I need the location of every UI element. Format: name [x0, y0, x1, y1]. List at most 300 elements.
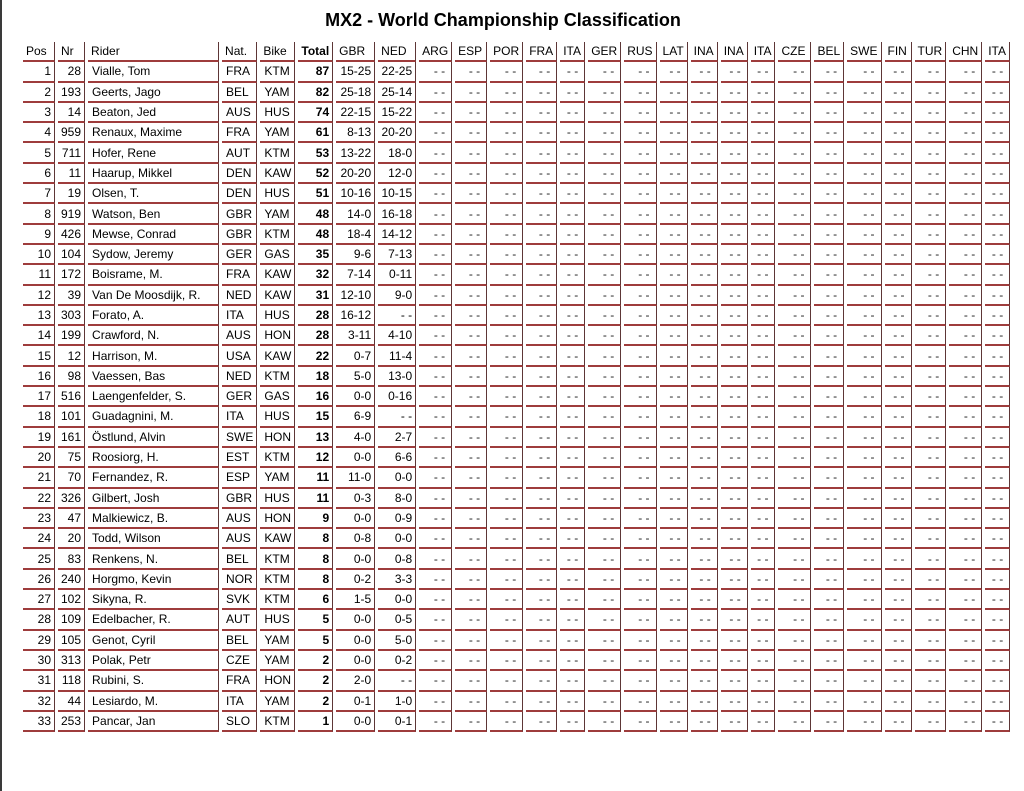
- cell-ina: - -: [691, 346, 718, 366]
- cell-fin: - -: [885, 407, 912, 427]
- cell-ger: - -: [588, 590, 621, 610]
- cell-nr: 516: [58, 387, 85, 407]
- table-row: [23, 468, 1010, 488]
- cell-ger: - -: [588, 610, 621, 630]
- cell-lat: - -: [660, 671, 688, 691]
- cell-bel: - -: [814, 407, 844, 427]
- cell-rider: Forato, A.: [88, 306, 219, 326]
- cell-ger: - -: [588, 387, 621, 407]
- cell-por: - -: [490, 306, 523, 326]
- cell-por: - -: [490, 590, 523, 610]
- cell-ned: 0-9: [378, 509, 416, 529]
- cell-tur: - -: [915, 265, 947, 285]
- cell-cze: - -: [778, 265, 811, 285]
- cell-ita: - -: [985, 529, 1010, 549]
- column-header-rider: Rider: [88, 42, 219, 62]
- cell-ned: 2-7: [378, 428, 416, 448]
- cell-rus: - -: [624, 468, 656, 488]
- cell-arg: - -: [419, 610, 452, 630]
- cell-ina: - -: [721, 529, 748, 549]
- cell-tur: - -: [915, 407, 947, 427]
- cell-ina: - -: [721, 448, 748, 468]
- cell-tur: - -: [915, 692, 947, 712]
- cell-ita: - -: [985, 651, 1010, 671]
- table-row: [23, 346, 1010, 366]
- cell-ita: - -: [985, 387, 1010, 407]
- cell-ned: 0-16: [378, 387, 416, 407]
- cell-lat: - -: [660, 306, 688, 326]
- cell-ita: - -: [985, 712, 1010, 732]
- cell-cze: - -: [778, 529, 811, 549]
- cell-tur: - -: [915, 306, 947, 326]
- cell-ita: - -: [560, 143, 585, 163]
- cell-ina: - -: [721, 407, 748, 427]
- cell-ita: - -: [560, 407, 585, 427]
- cell-ned: 0-0: [378, 529, 416, 549]
- table-row: [23, 570, 1010, 590]
- cell-ina: - -: [721, 651, 748, 671]
- cell-esp: - -: [455, 529, 487, 549]
- cell-ned: 12-0: [378, 164, 416, 184]
- cell-ita: - -: [985, 549, 1010, 569]
- table-row: [23, 448, 1010, 468]
- cell-swe: - -: [847, 204, 881, 224]
- cell-nat: BEL: [222, 549, 257, 569]
- cell-rider: Vialle, Tom: [88, 62, 219, 82]
- cell-fin: - -: [885, 346, 912, 366]
- cell-tur: - -: [915, 367, 947, 387]
- cell-rus: - -: [624, 306, 656, 326]
- cell-ita: - -: [751, 346, 776, 366]
- cell-cze: - -: [778, 509, 811, 529]
- cell-nr: 109: [58, 610, 85, 630]
- cell-tur: - -: [915, 651, 947, 671]
- column-header-rus: RUS: [624, 42, 656, 62]
- cell-chn: - -: [949, 225, 982, 245]
- cell-ina: - -: [691, 367, 718, 387]
- cell-chn: - -: [949, 671, 982, 691]
- cell-esp: - -: [455, 671, 487, 691]
- cell-ina: - -: [691, 225, 718, 245]
- cell-fra: - -: [526, 204, 557, 224]
- cell-ina: - -: [691, 610, 718, 630]
- cell-ger: - -: [588, 671, 621, 691]
- cell-lat: - -: [660, 610, 688, 630]
- cell-fra: - -: [526, 346, 557, 366]
- cell-ned: 1-0: [378, 692, 416, 712]
- cell-cze: - -: [778, 549, 811, 569]
- cell-gbr: 8-13: [336, 123, 375, 143]
- cell-swe: - -: [847, 346, 881, 366]
- cell-nr: 326: [58, 489, 85, 509]
- cell-ita: - -: [751, 326, 776, 346]
- cell-gbr: 16-12: [336, 306, 375, 326]
- cell-ina: - -: [691, 245, 718, 265]
- cell-nat: GER: [222, 387, 257, 407]
- cell-pos: 32: [23, 692, 55, 712]
- cell-pos: 28: [23, 610, 55, 630]
- cell-total: 28: [298, 326, 333, 346]
- cell-esp: - -: [455, 143, 487, 163]
- cell-bike: YAM: [260, 83, 295, 103]
- cell-ned: 14-12: [378, 225, 416, 245]
- cell-swe: - -: [847, 407, 881, 427]
- cell-nat: AUT: [222, 610, 257, 630]
- cell-esp: - -: [455, 62, 487, 82]
- cell-por: - -: [490, 692, 523, 712]
- cell-rider: Crawford, N.: [88, 326, 219, 346]
- cell-ina: - -: [721, 549, 748, 569]
- cell-total: 28: [298, 306, 333, 326]
- table-row: [23, 103, 1010, 123]
- cell-cze: - -: [778, 468, 811, 488]
- table-row: [23, 631, 1010, 651]
- cell-por: - -: [490, 204, 523, 224]
- cell-ita: - -: [751, 671, 776, 691]
- column-header-total: Total: [298, 42, 333, 62]
- cell-ina: - -: [691, 631, 718, 651]
- cell-chn: - -: [949, 489, 982, 509]
- cell-tur: - -: [915, 549, 947, 569]
- cell-ger: - -: [588, 204, 621, 224]
- cell-bel: - -: [814, 448, 844, 468]
- cell-nr: 161: [58, 428, 85, 448]
- cell-ned: 4-10: [378, 326, 416, 346]
- cell-tur: - -: [915, 570, 947, 590]
- cell-ina: - -: [691, 671, 718, 691]
- cell-rider: Malkiewicz, B.: [88, 509, 219, 529]
- table-row: [23, 549, 1010, 569]
- cell-rider: Olsen, T.: [88, 184, 219, 204]
- cell-rus: - -: [624, 326, 656, 346]
- cell-fra: - -: [526, 692, 557, 712]
- cell-ita: - -: [985, 407, 1010, 427]
- cell-nat: GBR: [222, 225, 257, 245]
- cell-bike: HON: [260, 509, 295, 529]
- cell-esp: - -: [455, 692, 487, 712]
- cell-bike: HON: [260, 326, 295, 346]
- cell-pos: 4: [23, 123, 55, 143]
- column-header-nr: Nr: [58, 42, 85, 62]
- cell-por: - -: [490, 265, 523, 285]
- cell-lat: - -: [660, 489, 688, 509]
- cell-rider: Todd, Wilson: [88, 529, 219, 549]
- cell-rider: Hofer, Rene: [88, 143, 219, 163]
- cell-nat: SVK: [222, 590, 257, 610]
- cell-ita: - -: [985, 448, 1010, 468]
- cell-ger: - -: [588, 225, 621, 245]
- cell-por: - -: [490, 62, 523, 82]
- column-header-cze: CZE: [778, 42, 811, 62]
- cell-ina: - -: [721, 326, 748, 346]
- cell-cze: - -: [778, 346, 811, 366]
- cell-rus: - -: [624, 123, 656, 143]
- cell-fra: - -: [526, 489, 557, 509]
- cell-chn: - -: [949, 346, 982, 366]
- cell-bike: YAM: [260, 123, 295, 143]
- cell-pos: 23: [23, 509, 55, 529]
- cell-arg: - -: [419, 286, 452, 306]
- cell-por: - -: [490, 123, 523, 143]
- cell-esp: - -: [455, 509, 487, 529]
- cell-rus: - -: [624, 692, 656, 712]
- cell-fin: - -: [885, 265, 912, 285]
- cell-gbr: 6-9: [336, 407, 375, 427]
- cell-bel: - -: [814, 225, 844, 245]
- cell-ita: - -: [751, 204, 776, 224]
- cell-por: - -: [490, 509, 523, 529]
- cell-ned: 5-0: [378, 631, 416, 651]
- cell-rider: Horgmo, Kevin: [88, 570, 219, 590]
- cell-ina: - -: [691, 570, 718, 590]
- cell-nr: 193: [58, 83, 85, 103]
- cell-bike: KAW: [260, 529, 295, 549]
- cell-ita: - -: [751, 387, 776, 407]
- cell-cze: - -: [778, 448, 811, 468]
- cell-pos: 33: [23, 712, 55, 732]
- cell-ned: 0-8: [378, 549, 416, 569]
- cell-pos: 22: [23, 489, 55, 509]
- cell-ger: - -: [588, 62, 621, 82]
- cell-gbr: 20-20: [336, 164, 375, 184]
- cell-chn: - -: [949, 245, 982, 265]
- cell-pos: 18: [23, 407, 55, 427]
- cell-gbr: 10-16: [336, 184, 375, 204]
- cell-swe: - -: [847, 225, 881, 245]
- cell-ita: - -: [560, 671, 585, 691]
- cell-total: 8: [298, 529, 333, 549]
- cell-rus: - -: [624, 610, 656, 630]
- cell-fin: - -: [885, 184, 912, 204]
- table-row: [23, 265, 1010, 285]
- cell-nr: 118: [58, 671, 85, 691]
- cell-nr: 104: [58, 245, 85, 265]
- cell-rider: Östlund, Alvin: [88, 428, 219, 448]
- cell-nr: 11: [58, 164, 85, 184]
- cell-ger: - -: [588, 367, 621, 387]
- cell-bike: HUS: [260, 306, 295, 326]
- cell-cze: - -: [778, 407, 811, 427]
- cell-rus: - -: [624, 489, 656, 509]
- cell-nr: 102: [58, 590, 85, 610]
- cell-bel: - -: [814, 631, 844, 651]
- cell-ina: - -: [721, 265, 748, 285]
- cell-esp: - -: [455, 631, 487, 651]
- cell-swe: - -: [847, 143, 881, 163]
- cell-nat: DEN: [222, 164, 257, 184]
- cell-chn: - -: [949, 265, 982, 285]
- cell-total: 2: [298, 651, 333, 671]
- cell-nat: SLO: [222, 712, 257, 732]
- cell-esp: - -: [455, 448, 487, 468]
- cell-bike: YAM: [260, 204, 295, 224]
- cell-esp: - -: [455, 103, 487, 123]
- column-header-lat: LAT: [660, 42, 688, 62]
- cell-ita: - -: [985, 631, 1010, 651]
- cell-chn: - -: [949, 549, 982, 569]
- cell-ger: - -: [588, 326, 621, 346]
- cell-arg: - -: [419, 428, 452, 448]
- cell-ina: - -: [721, 62, 748, 82]
- cell-swe: - -: [847, 184, 881, 204]
- cell-nr: 12: [58, 346, 85, 366]
- cell-rus: - -: [624, 346, 656, 366]
- cell-esp: - -: [455, 489, 487, 509]
- cell-arg: - -: [419, 387, 452, 407]
- cell-lat: - -: [660, 83, 688, 103]
- cell-ina: - -: [691, 489, 718, 509]
- cell-esp: - -: [455, 468, 487, 488]
- cell-ned: 0-1: [378, 712, 416, 732]
- cell-ina: - -: [721, 489, 748, 509]
- cell-swe: - -: [847, 692, 881, 712]
- cell-pos: 31: [23, 671, 55, 691]
- cell-rider: Roosiorg, H.: [88, 448, 219, 468]
- cell-arg: - -: [419, 489, 452, 509]
- cell-por: - -: [490, 610, 523, 630]
- cell-ina: - -: [691, 184, 718, 204]
- cell-arg: - -: [419, 549, 452, 569]
- cell-ned: 22-25: [378, 62, 416, 82]
- cell-ned: 0-0: [378, 590, 416, 610]
- cell-total: 53: [298, 143, 333, 163]
- cell-bel: - -: [814, 549, 844, 569]
- cell-total: 48: [298, 204, 333, 224]
- cell-rider: Genot, Cyril: [88, 631, 219, 651]
- cell-bel: - -: [814, 570, 844, 590]
- column-header-ita: ITA: [560, 42, 585, 62]
- cell-rus: - -: [624, 712, 656, 732]
- cell-ita: - -: [560, 83, 585, 103]
- cell-ita: - -: [985, 184, 1010, 204]
- cell-cze: - -: [778, 428, 811, 448]
- cell-fra: - -: [526, 712, 557, 732]
- cell-gbr: 7-14: [336, 265, 375, 285]
- cell-rider: Harrison, M.: [88, 346, 219, 366]
- column-header-ina: INA: [691, 42, 718, 62]
- cell-cze: - -: [778, 570, 811, 590]
- table-row: [23, 326, 1010, 346]
- cell-ita: - -: [751, 489, 776, 509]
- table-row: [23, 184, 1010, 204]
- cell-rus: - -: [624, 367, 656, 387]
- cell-pos: 29: [23, 631, 55, 651]
- cell-arg: - -: [419, 712, 452, 732]
- column-header-esp: ESP: [455, 42, 487, 62]
- cell-fin: - -: [885, 204, 912, 224]
- cell-fra: - -: [526, 62, 557, 82]
- cell-nat: ITA: [222, 692, 257, 712]
- table-row: [23, 712, 1010, 732]
- cell-bike: KTM: [260, 448, 295, 468]
- cell-arg: - -: [419, 62, 452, 82]
- cell-rus: - -: [624, 509, 656, 529]
- cell-swe: - -: [847, 83, 881, 103]
- cell-ina: - -: [691, 103, 718, 123]
- cell-esp: - -: [455, 123, 487, 143]
- cell-ina: - -: [691, 286, 718, 306]
- cell-swe: - -: [847, 326, 881, 346]
- cell-por: - -: [490, 529, 523, 549]
- cell-ita: - -: [751, 143, 776, 163]
- cell-lat: - -: [660, 468, 688, 488]
- cell-nr: 919: [58, 204, 85, 224]
- cell-lat: - -: [660, 143, 688, 163]
- cell-ita: - -: [751, 245, 776, 265]
- cell-rider: Boisrame, M.: [88, 265, 219, 285]
- cell-bike: KTM: [260, 549, 295, 569]
- cell-ger: - -: [588, 428, 621, 448]
- cell-fin: - -: [885, 143, 912, 163]
- table-row: [23, 286, 1010, 306]
- cell-rider: Guadagnini, M.: [88, 407, 219, 427]
- cell-ger: - -: [588, 549, 621, 569]
- cell-ina: - -: [691, 468, 718, 488]
- cell-rus: - -: [624, 103, 656, 123]
- cell-total: 18: [298, 367, 333, 387]
- cell-nr: 959: [58, 123, 85, 143]
- cell-rus: - -: [624, 184, 656, 204]
- cell-ina: - -: [691, 387, 718, 407]
- cell-total: 35: [298, 245, 333, 265]
- cell-ger: - -: [588, 164, 621, 184]
- cell-bel: - -: [814, 83, 844, 103]
- cell-fra: - -: [526, 143, 557, 163]
- cell-arg: - -: [419, 631, 452, 651]
- cell-fin: - -: [885, 509, 912, 529]
- cell-arg: - -: [419, 468, 452, 488]
- cell-swe: - -: [847, 286, 881, 306]
- column-header-ita: ITA: [751, 42, 776, 62]
- table-row: [23, 407, 1010, 427]
- cell-fin: - -: [885, 103, 912, 123]
- cell-nat: BEL: [222, 631, 257, 651]
- cell-cze: - -: [778, 692, 811, 712]
- cell-fin: - -: [885, 712, 912, 732]
- cell-rus: - -: [624, 570, 656, 590]
- cell-bike: KAW: [260, 286, 295, 306]
- cell-rus: - -: [624, 529, 656, 549]
- cell-swe: - -: [847, 387, 881, 407]
- cell-lat: - -: [660, 590, 688, 610]
- cell-gbr: 0-0: [336, 387, 375, 407]
- cell-tur: - -: [915, 184, 947, 204]
- cell-bike: KTM: [260, 590, 295, 610]
- cell-fra: - -: [526, 164, 557, 184]
- column-header-arg: ARG: [419, 42, 452, 62]
- cell-bike: GAS: [260, 387, 295, 407]
- cell-ita: - -: [560, 387, 585, 407]
- cell-bel: - -: [814, 651, 844, 671]
- cell-bike: HUS: [260, 489, 295, 509]
- cell-por: - -: [490, 428, 523, 448]
- cell-rider: Pancar, Jan: [88, 712, 219, 732]
- cell-bel: - -: [814, 62, 844, 82]
- cell-arg: - -: [419, 306, 452, 326]
- cell-por: - -: [490, 468, 523, 488]
- page-title: MX2 - World Championship Classification: [325, 10, 681, 30]
- cell-cze: - -: [778, 326, 811, 346]
- cell-ned: 3-3: [378, 570, 416, 590]
- cell-rus: - -: [624, 671, 656, 691]
- cell-bel: - -: [814, 387, 844, 407]
- cell-arg: - -: [419, 265, 452, 285]
- cell-ina: - -: [721, 387, 748, 407]
- cell-bel: - -: [814, 509, 844, 529]
- cell-chn: - -: [949, 204, 982, 224]
- cell-ita: - -: [985, 671, 1010, 691]
- cell-ger: - -: [588, 346, 621, 366]
